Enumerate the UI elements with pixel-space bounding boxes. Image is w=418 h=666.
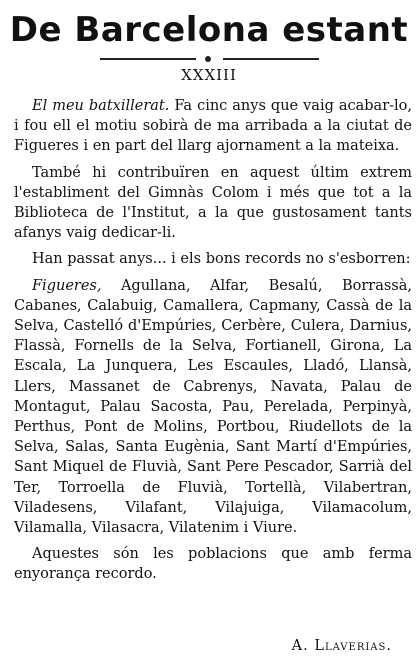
paragraph-5: Aquestes són les poblacions que amb ferma enyorança recordo. [14, 546, 412, 583]
paragraph-1-lead: El meu batxillerat. [32, 98, 170, 114]
ornament-rule-right [223, 58, 319, 60]
author-signature: A. Llaverias. [291, 638, 392, 654]
paragraph-2: També hi contribuïren en aquest últim extrem l'establiment del Gimnàs Colom i més que tot a la Biblioteca de l'Institut, a la que gustosament tants afanys vaig dedicar-li. [14, 164, 412, 242]
paragraph-4-places [14, 276, 412, 539]
ornament-rule-left [100, 58, 196, 60]
paragraph-1 [14, 96, 412, 157]
ornament-dot [205, 56, 211, 62]
paragraph-4-text: Agullana, Alfar, Besalú, Borrassà, Cabanes, Calabuig, Camallera, Capmany, Cassà de la Selva, Castelló d'Empúries, Cerbère, Culera, Darnius, Flassà, Fornells de la Selva, Fortianell, Girona, La Escala, La Junquera, Les Escaules, Lladó, Llansà, Llers, Massanet de Cabrenys, Navata, Palau de Montagut, Palau Sacosta, Pau, Perelada, Perpinyà, Perthus, Pont de Molins, Portbou, Riudellots de la Selva, Salas, Santa Eugènia, Sant Martí d'Empúries, Sant Miquel de Fluvià, Sant Pere Pescador, Sarrià del Ter, Torroella de Fluvià, Tortellà, Vilabertran, Viladesens, Vilafant, Vilajuiga, Vilamacolum, Vilamalla, Vilasacra, Vilatenim i Viure. [14, 277, 412, 537]
headline: De Barcelona estant [9, 10, 409, 50]
paragraph-4-lead: Figueres, [32, 277, 102, 294]
article-body [14, 96, 412, 591]
chapter-number: XXXIII [181, 66, 237, 84]
paragraph-1-text: Fa cinc anys que vaig acabar-lo, i fou ell el motiu sobirà de ma arribada a la ciutat de Figueres i en part del llarg ajornament a la mateixa. [14, 98, 413, 155]
paragraph-3: Han passat anys... i els bons records no s'esborren: [32, 251, 411, 268]
